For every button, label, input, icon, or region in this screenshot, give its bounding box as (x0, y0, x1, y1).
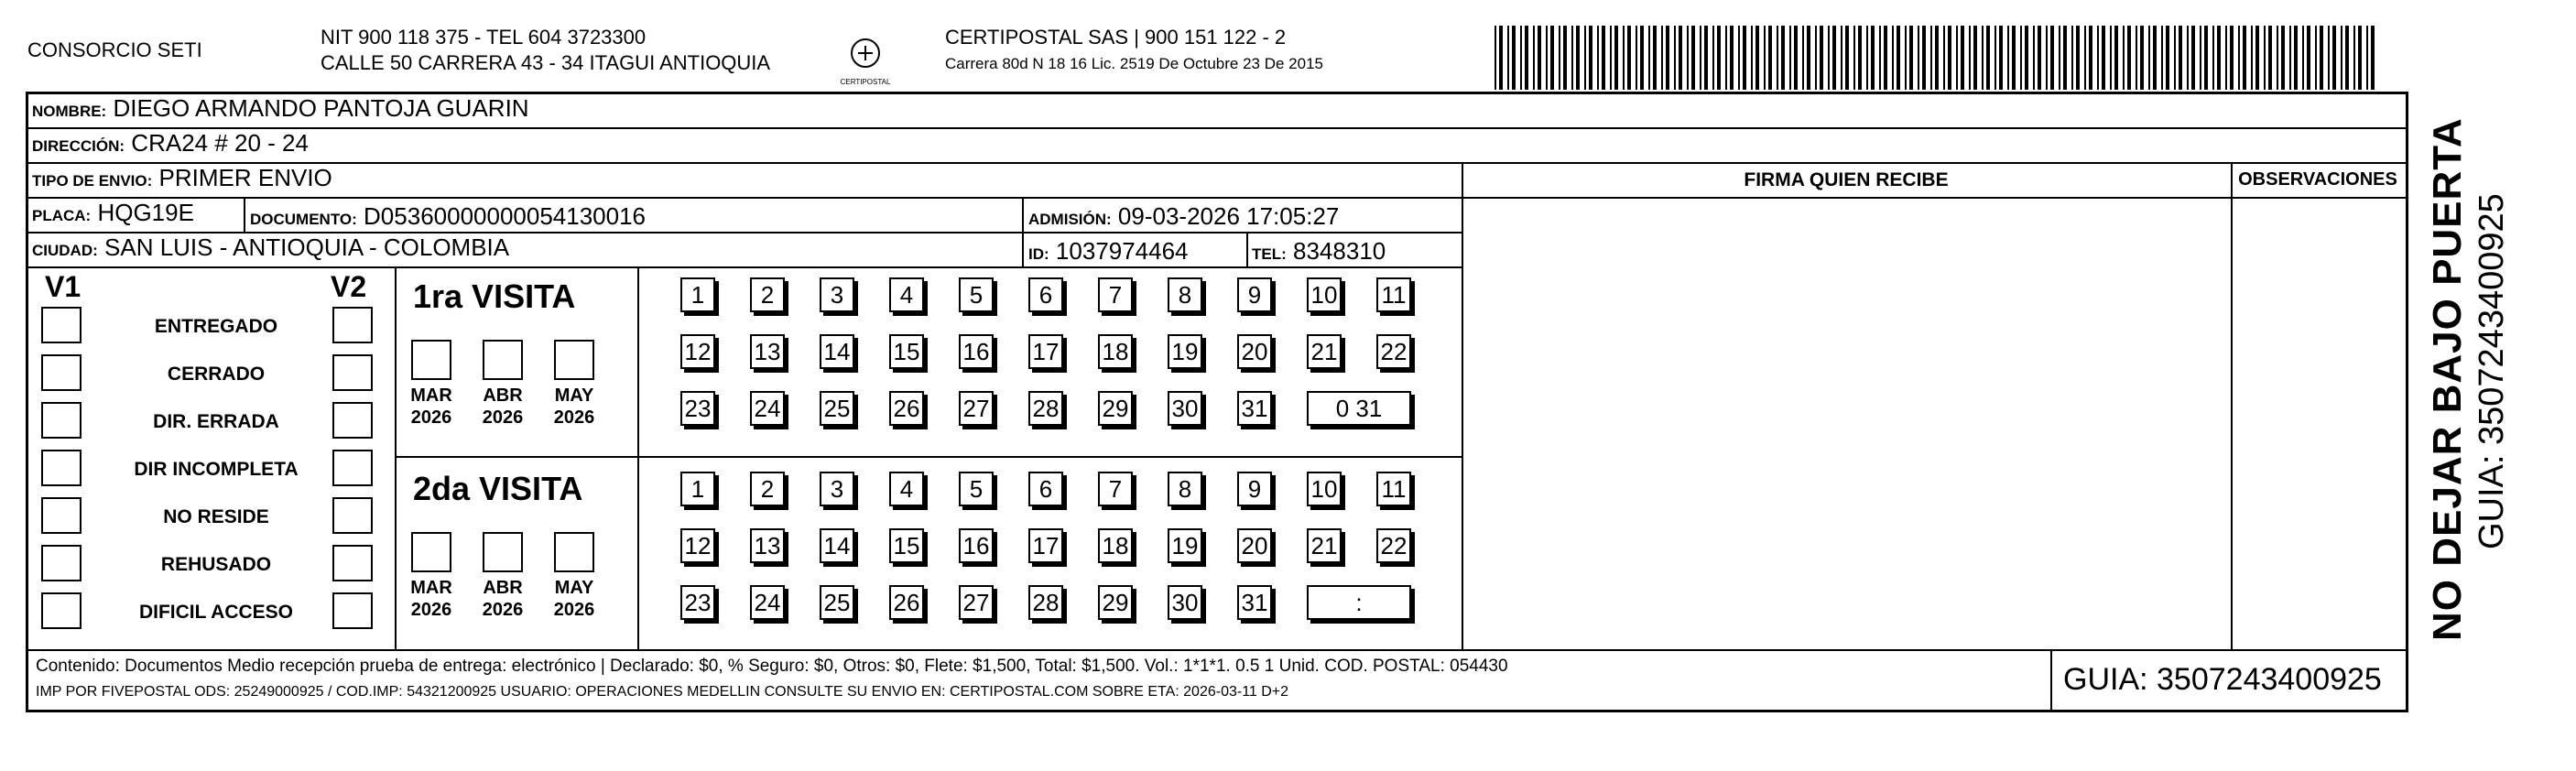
observaciones-header: OBSERVACIONES (2238, 169, 2397, 190)
day-extra-box[interactable]: 0 31 (1307, 391, 1411, 426)
day-box[interactable]: 3 (820, 472, 854, 506)
day-box[interactable]: 31 (1237, 585, 1272, 620)
barcode-bar (1704, 26, 1708, 90)
barcode-bar (1777, 26, 1778, 90)
barcode-bar (1986, 26, 1990, 90)
barcode-bar (1973, 26, 1977, 90)
day-box[interactable]: 6 (1028, 472, 1063, 506)
barcode-bar (1512, 26, 1516, 90)
admision-label: ADMISIÓN: (1028, 211, 1112, 228)
day-box[interactable]: 22 (1376, 528, 1411, 563)
day-box[interactable]: 21 (1307, 528, 1342, 563)
month-label: MAR (410, 578, 452, 598)
barcode-bar (2328, 26, 2330, 90)
second-visit-title: 2da VISITA (413, 470, 583, 507)
month-label: ABR (483, 386, 523, 406)
barcode-bar (1909, 26, 1913, 90)
barcode-bar (1918, 26, 1919, 90)
barcode-bar (1764, 26, 1766, 90)
barcode-bar (1589, 26, 1592, 90)
barcode-bar (1738, 26, 1740, 90)
barcode-bar (1550, 26, 1554, 90)
company-name: CONSORCIO SETI (27, 38, 202, 61)
v1-checkbox[interactable] (41, 450, 82, 486)
day-box[interactable]: 28 (1028, 391, 1063, 426)
day-extra-box[interactable]: : (1307, 585, 1411, 620)
day-box[interactable]: 18 (1098, 334, 1133, 369)
barcode-bar (1922, 26, 1926, 90)
status-label: DIR INCOMPLETA (134, 459, 299, 480)
day-box[interactable]: 3 (820, 277, 854, 312)
logo-text: CERTIPOSTAL (840, 78, 891, 86)
barcode-bar (1559, 26, 1560, 90)
barcode-bar (2294, 26, 2298, 90)
barcode-bar (1602, 26, 1605, 90)
barcode-bar (1717, 26, 1721, 90)
barcode-bar (2302, 26, 2304, 90)
barcode-bar (1961, 26, 1964, 90)
day-box[interactable]: 16 (959, 334, 994, 369)
direccion-row (28, 129, 2406, 164)
day-box[interactable]: 21 (1307, 334, 1342, 369)
day-box[interactable]: 14 (820, 528, 854, 563)
barcode-bar (2012, 26, 2016, 90)
day-box[interactable]: 8 (1168, 472, 1202, 506)
day-box[interactable]: 17 (1028, 528, 1063, 563)
barcode-bar (1571, 26, 1573, 90)
day-box[interactable]: 19 (1168, 528, 1202, 563)
direccion-value: CRA24 # 20 - 24 (131, 129, 309, 157)
barcode-bar (1935, 26, 1939, 90)
barcode-bar (1807, 26, 1810, 90)
barcode-bar (2038, 26, 2041, 90)
tel-label: TEL: (1252, 245, 1287, 263)
footer-line-1: Contenido: Documentos Medio recepción prueba de entrega: electrónico | Declarado: $0, % Seguro: $0, Otros: $0, Flete: $1,500, Total: $1,500. Vol.: 1*1*1. 0.5 1 Unid. COD. POSTAL: 054430 (36, 657, 1508, 676)
barcode-bar (2341, 26, 2342, 90)
barcode-bar (2353, 26, 2355, 90)
barcode-bar (1768, 26, 1772, 90)
barcode-bar (2161, 26, 2163, 90)
barcode-bar (1930, 26, 1932, 90)
barcode-bar (1597, 26, 1599, 90)
month-label: ABR (483, 578, 523, 598)
day-box[interactable]: 25 (820, 585, 854, 620)
day-box[interactable]: 31 (1237, 391, 1272, 426)
barcode-bar (2307, 26, 2310, 90)
nombre-value: DIEGO ARMANDO PANTOJA GUARIN (113, 94, 529, 122)
barcode-bar (1679, 26, 1682, 90)
carrier-line: CERTIPOSTAL SAS | 900 151 122 - 2 (945, 26, 1287, 49)
barcode-bar (2230, 26, 2234, 90)
day-box[interactable]: 27 (959, 391, 994, 426)
barcode-bar (1879, 26, 1881, 90)
barcode-bar (2204, 26, 2208, 90)
status-label: CERRADO (167, 364, 266, 385)
barcode-bar (1538, 26, 1541, 90)
status-label: DIFICIL ACCESO (138, 602, 293, 623)
barcode-bar (2102, 26, 2105, 90)
barcode-bar (2007, 26, 2009, 90)
barcode-bar (1781, 26, 1785, 90)
day-box[interactable]: 5 (959, 472, 994, 506)
barcode-bar (1712, 26, 1714, 90)
barcode-bar (1871, 26, 1875, 90)
barcode-bar (2046, 26, 2048, 90)
barcode-bar (1866, 26, 1868, 90)
barcode-bar (1691, 26, 1695, 90)
tipo-label: TIPO DE ENVIO: (32, 172, 153, 190)
tel-field (1252, 237, 1386, 268)
month-checkbox[interactable] (483, 340, 523, 380)
barcode-bar (2187, 26, 2189, 90)
barcode-bar (1832, 26, 1836, 90)
barcode-bar (2110, 26, 2112, 90)
barcode-bar (1533, 26, 1535, 90)
v1-checkbox[interactable] (41, 545, 82, 581)
barcode-bar (1648, 26, 1650, 90)
day-box[interactable]: 20 (1237, 528, 1272, 563)
barcode-bar (1858, 26, 1862, 90)
v1-checkbox[interactable] (41, 592, 82, 629)
barcode-bar (1687, 26, 1689, 90)
day-box[interactable]: 2 (750, 277, 785, 312)
barcode-bar (2212, 26, 2214, 90)
license-line: Carrera 80d N 18 16 Lic. 2519 De Octubre 23 De 2015 (945, 55, 1323, 72)
barcode-bar (1666, 26, 1669, 90)
day-box[interactable]: 17 (1028, 334, 1063, 369)
day-box[interactable]: 19 (1168, 334, 1202, 369)
barcode-bar (1507, 26, 1509, 90)
v2-checkbox[interactable] (332, 450, 373, 486)
tipo-row (28, 164, 1462, 199)
day-box[interactable]: 13 (750, 528, 785, 563)
barcode-bar (2315, 26, 2317, 90)
barcode-bar (1627, 26, 1631, 90)
v2-checkbox[interactable] (332, 354, 373, 391)
barcode-bar (1969, 26, 1971, 90)
barcode-bar (1614, 26, 1618, 90)
barcode-bar (1751, 26, 1753, 90)
month-label: MAY (554, 578, 594, 598)
barcode-bar (1884, 26, 1887, 90)
nombre-row (28, 94, 2406, 129)
day-box[interactable]: 12 (680, 528, 715, 563)
barcode-bar (2255, 26, 2259, 90)
barcode-bar (1661, 26, 1663, 90)
barcode-bar (2063, 26, 2067, 90)
day-box[interactable]: 12 (680, 334, 715, 369)
barcode-bar (2166, 26, 2169, 90)
day-box[interactable]: 10 (1307, 277, 1342, 312)
barcode-bar (2281, 26, 2285, 90)
status-label: REHUSADO (160, 554, 272, 575)
day-box[interactable]: 2 (750, 472, 785, 506)
certipostal-logo (833, 35, 897, 90)
barcode-bar (2264, 26, 2266, 90)
v2-checkbox[interactable] (332, 402, 373, 439)
barcode-bar (2371, 26, 2375, 90)
barcode-bar (1725, 26, 1727, 90)
year-label: 2026 (410, 600, 452, 620)
barcode-bar (1943, 26, 1945, 90)
barcode-bar (2089, 26, 2092, 90)
barcode-bar (2148, 26, 2150, 90)
day-box[interactable]: 26 (889, 391, 924, 426)
barcode-bar (2320, 26, 2323, 90)
barcode-bar (1853, 26, 1855, 90)
day-box[interactable]: 27 (959, 585, 994, 620)
barcode-bar (1499, 26, 1503, 90)
id-value: 1037974464 (1055, 237, 1189, 265)
status-label: ENTREGADO (154, 316, 278, 337)
year-label: 2026 (482, 600, 524, 620)
barcode-bar (1794, 26, 1798, 90)
day-box[interactable]: 1 (680, 472, 715, 506)
barcode-bar (1841, 26, 1842, 90)
placa-value: HQG19E (97, 199, 194, 226)
barcode-bar (2200, 26, 2201, 90)
ciudad-value: SAN LUIS - ANTIOQUIA - COLOMBIA (104, 233, 510, 261)
barcode-bar (2136, 26, 2137, 90)
status-label: NO RESIDE (163, 506, 269, 527)
barcode-bar (2243, 26, 2246, 90)
day-box[interactable]: 28 (1028, 585, 1063, 620)
day-box[interactable]: 25 (820, 391, 854, 426)
day-box[interactable]: 26 (889, 585, 924, 620)
day-box[interactable]: 9 (1237, 472, 1272, 506)
day-box[interactable]: 23 (680, 391, 715, 426)
first-visit-title: 1ra VISITA (413, 277, 576, 315)
barcode-bar (2277, 26, 2278, 90)
day-box[interactable]: 10 (1307, 472, 1342, 506)
barcode (1495, 26, 2383, 90)
status-label: DIR. ERRADA (153, 411, 279, 432)
barcode-bar (2059, 26, 2060, 90)
barcode-bar (1576, 26, 1580, 90)
barcode-bar (1610, 26, 1612, 90)
v1-label: V1 (45, 270, 82, 303)
v2-checkbox[interactable] (332, 307, 373, 343)
tel-value: 8348310 (1293, 237, 1386, 265)
barcode-bar (1636, 26, 1637, 90)
barcode-bar (2153, 26, 2157, 90)
barcode-bar (1802, 26, 1804, 90)
barcode-bar (2225, 26, 2227, 90)
v2-label: V2 (331, 270, 367, 303)
month-checkbox[interactable] (411, 340, 451, 380)
barcode-bar (2358, 26, 2362, 90)
day-box[interactable]: 30 (1168, 391, 1202, 426)
barcode-bar (2076, 26, 2080, 90)
day-box[interactable]: 11 (1376, 277, 1411, 312)
visit-area (28, 268, 1462, 649)
day-box[interactable]: 4 (889, 472, 924, 506)
day-box[interactable]: 7 (1098, 472, 1133, 506)
barcode-bar (1640, 26, 1644, 90)
id-label: ID: (1028, 245, 1049, 263)
side-guia: GUIA: 3507243400925 (2473, 193, 2511, 549)
documento-label: DOCUMENTO: (250, 211, 357, 228)
footer-line-2: IMP POR FIVEPOSTAL ODS: 25249000925 / COD.IMP: 54321200925 USUARIO: OPERACIONES MEDELLIN CONSULTE SU ENVIO EN: CERTIPOSTAL.COM SOBRE ETA: 2026-03-11 D+2 (36, 684, 1289, 700)
barcode-bar (2084, 26, 2086, 90)
day-box[interactable]: 18 (1098, 528, 1133, 563)
v1-checkbox[interactable] (41, 307, 82, 343)
nombre-label: NOMBRE: (32, 103, 107, 120)
barcode-bar (1948, 26, 1951, 90)
barcode-bar (1730, 26, 1734, 90)
day-box[interactable]: 7 (1098, 277, 1133, 312)
month-checkbox[interactable] (483, 532, 523, 572)
barcode-bar (2174, 26, 2176, 90)
v1-checkbox[interactable] (41, 402, 82, 439)
barcode-bar (2033, 26, 2035, 90)
barcode-bar (2332, 26, 2336, 90)
placa-label: PLACA: (32, 207, 92, 224)
barcode-bar (1755, 26, 1759, 90)
barcode-bar (2140, 26, 2144, 90)
day-box[interactable]: 22 (1376, 334, 1411, 369)
barcode-bar (2251, 26, 2253, 90)
barcode-bar (1897, 26, 1900, 90)
barcode-bar (1525, 26, 1528, 90)
barcode-bar (1653, 26, 1657, 90)
barcode-bar (2191, 26, 2195, 90)
barcode-bar (1520, 26, 1522, 90)
day-box[interactable]: 15 (889, 528, 924, 563)
day-box[interactable]: 23 (680, 585, 715, 620)
id-field (1028, 237, 1189, 268)
year-label: 2026 (553, 407, 595, 428)
month-label: MAY (554, 386, 594, 406)
admision-value: 09-03-2026 17:05:27 (1117, 202, 1340, 230)
firma-header: FIRMA QUIEN RECIBE (1744, 169, 1949, 190)
barcode-bar (2071, 26, 2073, 90)
month-checkbox[interactable] (554, 532, 594, 572)
v2-checkbox[interactable] (332, 497, 373, 534)
tipo-value: PRIMER ENVIO (158, 164, 332, 191)
barcode-bar (2179, 26, 2182, 90)
barcode-bar (1563, 26, 1567, 90)
year-label: 2026 (410, 407, 452, 428)
barcode-bar (1700, 26, 1701, 90)
barcode-bar (2050, 26, 2054, 90)
documento-value: D05360000000054130016 (364, 202, 647, 230)
side-notice: NO DEJAR BAJO PUERTA (2425, 117, 2470, 641)
barcode-bar (1623, 26, 1625, 90)
barcode-bar (2238, 26, 2240, 90)
nit-line: NIT 900 118 375 - TEL 604 3723300 (321, 26, 647, 49)
day-box[interactable]: 4 (889, 277, 924, 312)
day-box[interactable]: 8 (1168, 277, 1202, 312)
barcode-bar (1820, 26, 1823, 90)
day-box[interactable]: 6 (1028, 277, 1063, 312)
day-box[interactable]: 24 (750, 585, 785, 620)
barcode-bar (1789, 26, 1791, 90)
barcode-bar (1674, 26, 1676, 90)
barcode-bar (1743, 26, 1746, 90)
barcode-bar (1999, 26, 2003, 90)
v2-checkbox[interactable] (332, 592, 373, 629)
month-label: MAR (410, 386, 452, 406)
barcode-bar (1982, 26, 1984, 90)
barcode-bar (2114, 26, 2118, 90)
barcode-bar (1994, 26, 1996, 90)
day-box[interactable]: 24 (750, 391, 785, 426)
v1-checkbox[interactable] (41, 497, 82, 534)
barcode-bar (2217, 26, 2221, 90)
admision-field (1028, 202, 1339, 233)
barcode-bar (2268, 26, 2272, 90)
month-checkbox[interactable] (411, 532, 451, 572)
barcode-bar (1845, 26, 1849, 90)
day-box[interactable]: 5 (959, 277, 994, 312)
barcode-bar (2025, 26, 2028, 90)
day-box[interactable]: 29 (1098, 391, 1133, 426)
year-label: 2026 (482, 407, 524, 428)
barcode-bar (1584, 26, 1586, 90)
barcode-bar (2123, 26, 2125, 90)
direccion-label: DIRECCIÓN: (32, 137, 125, 155)
v2-checkbox[interactable] (332, 545, 373, 581)
day-box[interactable]: 14 (820, 334, 854, 369)
ciudad-label: CIUDAD: (32, 242, 98, 259)
day-box[interactable]: 13 (750, 334, 785, 369)
month-checkbox[interactable] (554, 340, 594, 380)
documento-field (250, 202, 646, 233)
barcode-bar (2127, 26, 2131, 90)
barcode-bar (2366, 26, 2368, 90)
day-box[interactable]: 29 (1098, 585, 1133, 620)
day-box[interactable]: 30 (1168, 585, 1202, 620)
barcode-bar (2289, 26, 2291, 90)
day-box[interactable]: 1 (680, 277, 715, 312)
barcode-bar (1956, 26, 1958, 90)
barcode-bar (1546, 26, 1548, 90)
barcode-bar (1828, 26, 1830, 90)
year-label: 2026 (553, 600, 595, 620)
footer-guia: GUIA: 3507243400925 (2063, 662, 2382, 697)
barcode-bar (1495, 26, 1496, 90)
barcode-bar (1815, 26, 1817, 90)
day-box[interactable]: 9 (1237, 277, 1272, 312)
barcode-bar (1892, 26, 1894, 90)
address-line: CALLE 50 CARRERA 43 - 34 ITAGUI ANTIOQUIA (321, 51, 771, 74)
barcode-bar (2345, 26, 2349, 90)
barcode-bar (2097, 26, 2099, 90)
v1-checkbox[interactable] (41, 354, 82, 391)
day-box[interactable]: 15 (889, 334, 924, 369)
barcode-bar (1905, 26, 1907, 90)
barcode-bar (2020, 26, 2022, 90)
day-box[interactable]: 16 (959, 528, 994, 563)
day-box[interactable]: 20 (1237, 334, 1272, 369)
delivery-card (26, 92, 2408, 712)
day-box[interactable]: 11 (1376, 472, 1411, 506)
